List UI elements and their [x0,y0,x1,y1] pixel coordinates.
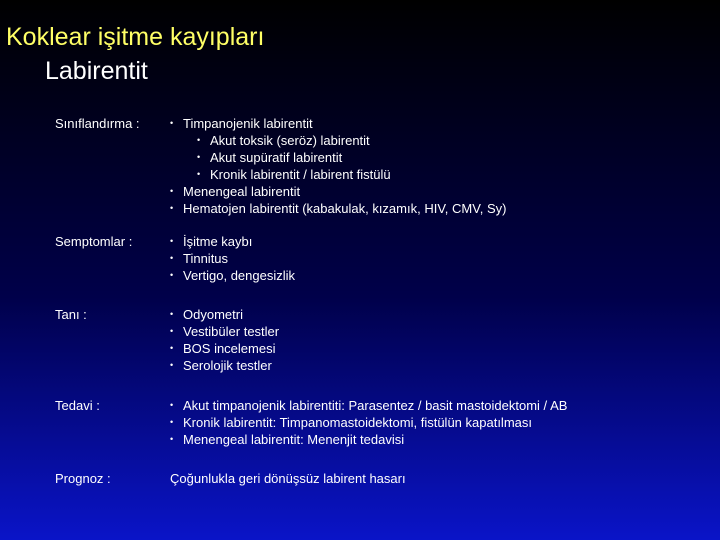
bullet-icon: • [170,118,174,128]
bullet-item [170,115,506,132]
bullet-icon: • [197,169,201,179]
bullet-icon: • [170,400,174,410]
bullet-item [170,267,295,284]
bullet-text: Akut toksik (seröz) labirentit [210,133,370,148]
bullet-text: Menengeal labirentit [183,184,301,199]
bullet-item [170,306,279,323]
bullet-icon: • [170,186,174,196]
bullet-text: Vertigo, dengesizlik [183,268,296,283]
section-label: Prognoz : [55,471,111,486]
bullet-text: Akut timpanojenik labirentiti: Parasentez / basit mastoidektomi / AB [183,398,568,413]
bullet-icon: • [170,270,174,280]
bullet-item [170,166,506,183]
bullet-text: Odyometri [183,307,243,322]
bullet-item [170,132,506,149]
bullet-icon: • [170,203,174,213]
slide-subtitle: Labirentit [45,57,148,85]
bullet-item [170,149,506,166]
section-text: Çoğunlukla geri dönüşsüz labirent hasarı [170,471,406,486]
bullet-item [170,323,279,340]
section-label: Semptomlar : [55,234,133,249]
bullet-text: BOS incelemesi [183,341,276,356]
bullet-item [170,357,279,374]
bullet-item [170,397,567,414]
bullet-item [170,431,567,448]
bullet-text: Tinnitus [183,251,229,266]
bullet-icon: • [197,135,201,145]
bullet-text: Vestibüler testler [183,324,280,339]
bullet-item [170,414,567,431]
bullet-item [170,340,279,357]
section-label: Sınıflandırma : [55,116,140,131]
bullet-text: Hematojen labirentit (kabakulak, kızamık, HIV, CMV, Sy) [183,201,507,216]
bullet-text: Akut supüratif labirentit [210,150,343,165]
bullet-icon: • [170,253,174,263]
bullet-text: Timpanojenik labirentit [183,116,313,131]
bullet-item [170,183,506,200]
section-content [170,233,295,284]
bullet-text: Kronik labirentit / labirent fistülü [210,167,391,182]
bullet-icon: • [170,309,174,319]
bullet-text: Menengeal labirentit: Menenjit tedavisi [183,432,405,447]
section-content [170,470,406,487]
bullet-item [170,233,295,250]
bullet-text: Kronik labirentit: Timpanomastoidektomi, fistülün kapatılması [183,415,532,430]
bullet-text: Serolojik testler [183,358,272,373]
bullet-icon: • [197,152,201,162]
bullet-text: İşitme kaybı [183,234,253,249]
section-content [170,397,567,448]
bullet-icon: • [170,326,174,336]
bullet-icon: • [170,236,174,246]
bullet-icon: • [170,434,174,444]
section-label: Tedavi : [55,398,100,413]
section-content [170,306,279,374]
bullet-icon: • [170,343,174,353]
section-label: Tanı : [55,307,87,322]
section-content [170,115,506,217]
bullet-icon: • [170,417,174,427]
bullet-item [170,200,506,217]
bullet-icon: • [170,360,174,370]
slide-title: Koklear işitme kayıpları [6,23,265,51]
bullet-item [170,250,295,267]
